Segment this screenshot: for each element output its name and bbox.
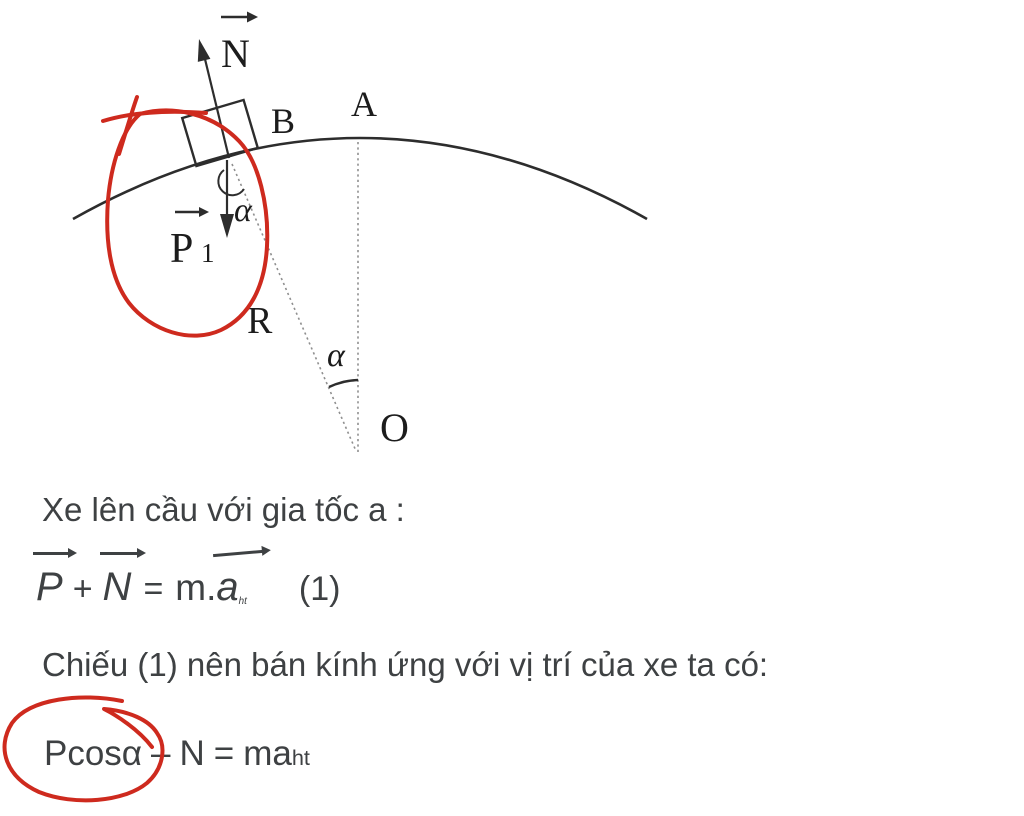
vector-a-term [216,549,247,607]
force-P-symbol: P [36,565,63,609]
label-angle-center: α [327,337,345,374]
vector-arrow-icon [213,550,263,557]
radius-OB-dotted-line [232,164,356,451]
equation-number: (1) [298,570,341,608]
vector-P-term [36,549,63,607]
vector-arrowhead-icon [247,12,258,23]
label-point-A: A [351,84,377,124]
statement-line: Xe lên cầu với gia tốc a : [42,491,405,528]
force-N-symbol: N [102,565,132,609]
pcos-term: Pcosα [44,734,143,773]
label-normal-force: N [221,31,250,76]
minus-sign: – [151,734,171,773]
normal-force-arrowhead-icon [198,39,211,62]
vector-arrowhead-icon [199,207,209,217]
equation-2 [44,734,310,774]
label-weight: P [170,226,194,272]
bridge-arc-curve [73,138,647,219]
red-circle-around-car [107,110,267,335]
weight-force-arrowhead-icon [220,214,234,238]
label-radius: R [247,300,273,342]
equals-sign: = [143,570,164,608]
ma-subscript: ht [291,745,310,770]
label-point-B: B [271,101,296,141]
equals-sign: = [213,734,235,773]
label-angle-top: α [234,192,252,229]
mass-symbol: m. [175,567,217,608]
vector-arrow-icon [33,552,69,555]
normal-force-line [204,55,229,158]
red-pen-flourish-bar [103,112,206,121]
ma-term: ma [243,734,292,773]
accel-symbol: a [216,565,239,609]
normal-force-term: N [179,734,205,773]
car-block [182,100,258,166]
equation-1 [36,549,340,609]
vector-N-term [103,549,132,607]
vector-arrow-icon [100,552,138,555]
plus-sign: + [72,570,93,608]
projection-line: Chiếu (1) nên bán kính ứng với vị trí của xe ta có: [42,646,769,683]
label-weight-subscript: 1 [201,238,215,268]
angle-mark-at-car [218,170,244,195]
label-center-O: O [380,405,409,450]
red-pen-flourish-tick [119,97,137,154]
accel-subscript: ht [238,596,247,608]
angle-mark-at-center [329,380,358,387]
